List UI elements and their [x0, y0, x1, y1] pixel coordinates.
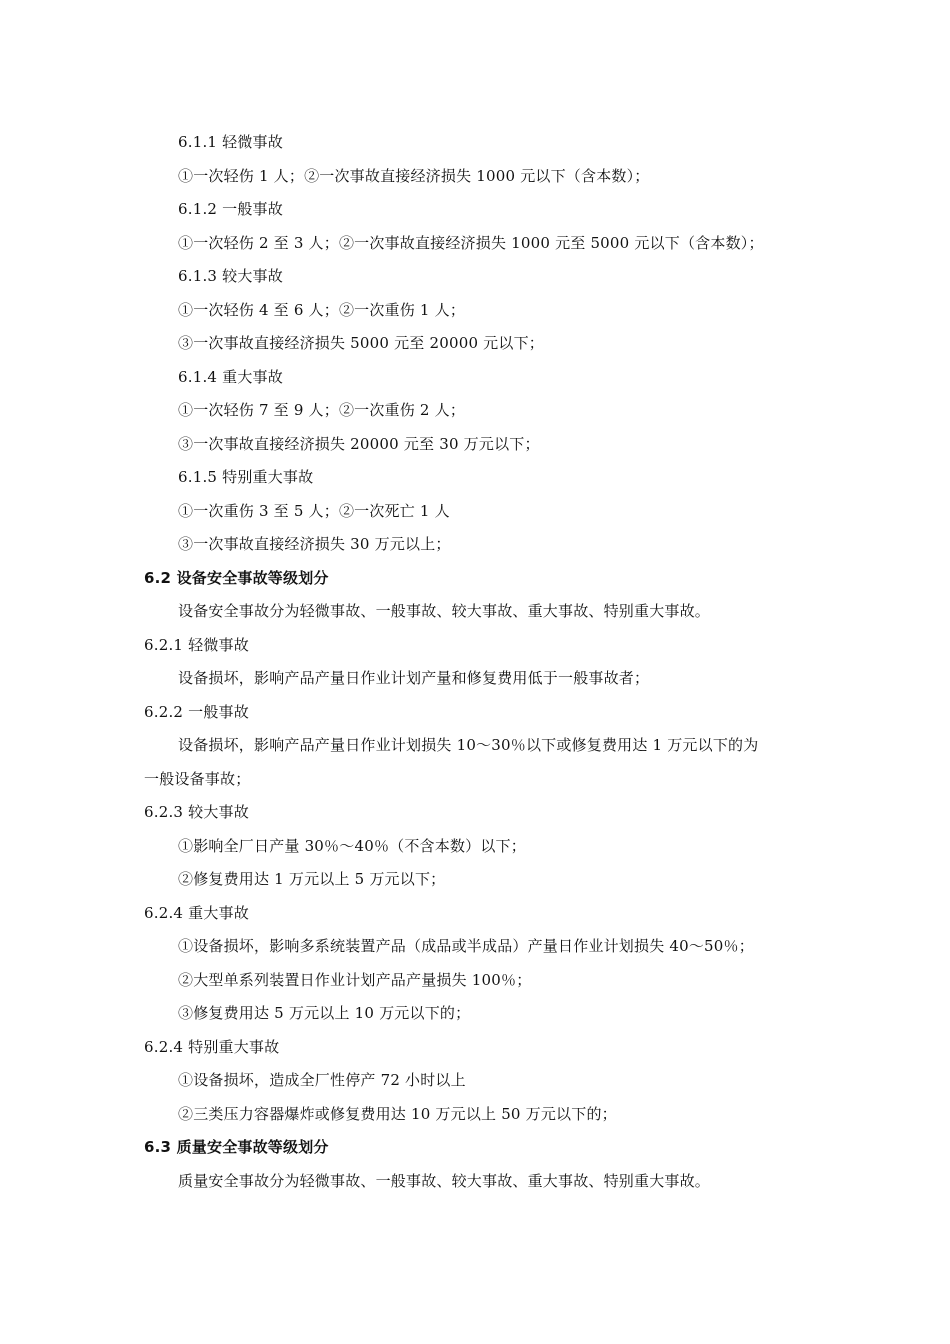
section-6-1-5-title: 6.1.5 特别重大事故 — [178, 468, 314, 486]
section-6-1-3-title: 6.1.3 较大事故 — [178, 267, 283, 285]
section-6-2-heading: 6.2 设备安全事故等级划分 — [144, 569, 329, 587]
section-6-1-2-title: 6.1.2 一般事故 — [178, 200, 283, 218]
section-6-1-1-text: ①一次轻伤 1 人；②一次事故直接经济损失 1000 元以下（含本数）； — [178, 167, 650, 185]
section-6-2-intro: 设备安全事故分为轻微事故、一般事故、较大事故、重大事故、特别重大事故。 — [178, 602, 711, 620]
section-6-1-4-title: 6.1.4 重大事故 — [178, 368, 283, 386]
section-6-2-2-text-2: 一般设备事故； — [144, 770, 251, 788]
section-6-3-intro: 质量安全事故分为轻微事故、一般事故、较大事故、重大事故、特别重大事故。 — [178, 1172, 711, 1190]
section-6-2-1-title: 6.2.1 轻微事故 — [144, 636, 249, 654]
section-6-2-4-text-1: ①设备损坏，影响多系统装置产品（成品或半成品）产量日作业计划损失 40～50％； — [178, 937, 754, 955]
section-6-2-4-text-2: ②大型单系列装置日作业计划产品产量损失 100％； — [178, 971, 532, 989]
section-6-2-2-text-1: 设备损坏，影响产品产量日作业计划损失 10～30％以下或修复费用达 1 万元以下的为 — [178, 736, 759, 754]
section-6-1-3-text-2: ③一次事故直接经济损失 5000 元至 20000 元以下； — [178, 334, 544, 352]
section-6-3-heading: 6.3 质量安全事故等级划分 — [144, 1138, 329, 1156]
section-6-2-4b-title: 6.2.4 特别重大事故 — [144, 1038, 280, 1056]
section-6-2-3-text-1: ①影响全厂日产量 30％～40％（不含本数）以下； — [178, 837, 526, 855]
section-6-2-4b-text-1: ①设备损坏，造成全厂性停产 72 小时以上 — [178, 1071, 466, 1089]
section-6-1-1-title: 6.1.1 轻微事故 — [178, 133, 283, 151]
section-6-2-3-title: 6.2.3 较大事故 — [144, 803, 249, 821]
section-6-1-2-text: ①一次轻伤 2 至 3 人；②一次事故直接经济损失 1000 元至 5000 元以下（含本数）； — [178, 234, 764, 252]
section-6-2-2-title: 6.2.2 一般事故 — [144, 703, 249, 721]
section-6-2-4-title: 6.2.4 重大事故 — [144, 904, 249, 922]
section-6-2-3-text-2: ②修复费用达 1 万元以上 5 万元以下； — [178, 870, 446, 888]
section-6-1-4-text-1: ①一次轻伤 7 至 9 人；②一次重伤 2 人； — [178, 401, 466, 419]
section-6-2-1-text: 设备损坏，影响产品产量日作业计划产量和修复费用低于一般事故者； — [178, 669, 650, 687]
section-6-1-4-text-2: ③一次事故直接经济损失 20000 元至 30 万元以下； — [178, 435, 540, 453]
section-6-2-4b-text-2: ②三类压力容器爆炸或修复费用达 10 万元以上 50 万元以下的； — [178, 1105, 617, 1123]
section-6-1-3-text-1: ①一次轻伤 4 至 6 人；②一次重伤 1 人； — [178, 301, 466, 319]
section-6-1-5-text-1: ①一次重伤 3 至 5 人；②一次死亡 1 人 — [178, 502, 450, 520]
section-6-2-4-text-3: ③修复费用达 5 万元以上 10 万元以下的； — [178, 1004, 471, 1022]
section-6-1-5-text-2: ③一次事故直接经济损失 30 万元以上； — [178, 535, 451, 553]
